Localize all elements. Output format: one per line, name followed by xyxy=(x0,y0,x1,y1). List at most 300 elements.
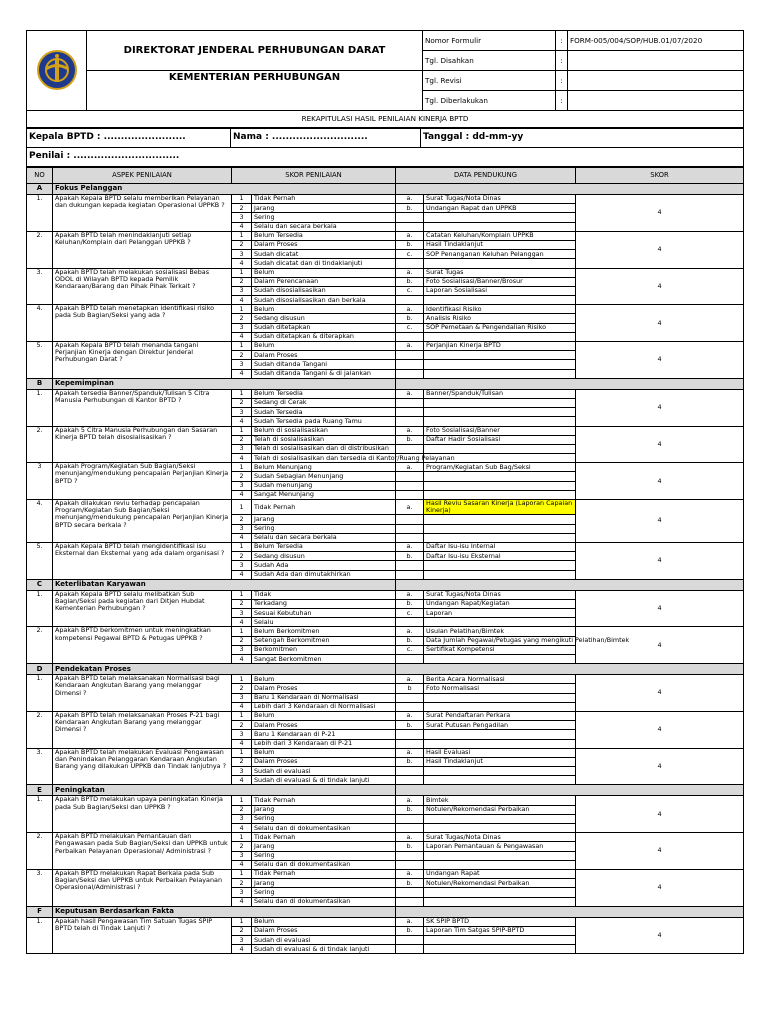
section-filler xyxy=(396,378,744,389)
item-number: 1. xyxy=(27,389,53,426)
section-filler xyxy=(396,785,744,796)
support-document: Undangan Rapat dan UPPKB xyxy=(424,204,576,213)
support-document xyxy=(424,936,576,945)
section-title: Fokus Pelanggan xyxy=(53,184,396,195)
support-letter: b. xyxy=(396,842,424,851)
score-option-label[interactable]: Sudah ditanda Tangani & di jalankan xyxy=(252,369,396,378)
score-option-number: 2 xyxy=(232,240,252,249)
score-option-number: 1 xyxy=(232,426,252,435)
meta-sep: : xyxy=(556,31,568,51)
support-document xyxy=(424,351,576,360)
section-row xyxy=(27,785,744,796)
score-option-label[interactable]: Sudah di evaluasi xyxy=(252,767,396,776)
support-document: Undangan Rapat/Kegiatan xyxy=(424,599,576,608)
support-letter xyxy=(396,417,424,426)
score-option-label[interactable]: Sudah Tersedia pada Ruang Tamu xyxy=(252,417,396,426)
item-question: Apakah Kepala BPTD selalu memberikan Pelayanan dan dukungan kepada kegiatan Operasional UPPKB ? xyxy=(53,195,232,232)
table-row xyxy=(27,231,744,240)
score-option-label[interactable]: Berkomitmen xyxy=(252,645,396,654)
score-option-label[interactable]: Dalam Proses xyxy=(252,757,396,766)
support-letter: a. xyxy=(396,426,424,435)
support-document xyxy=(424,945,576,954)
score-option-number: 3 xyxy=(232,609,252,618)
item-number: 1. xyxy=(27,675,53,712)
score-option-label[interactable]: Dalam Proses xyxy=(252,684,396,693)
section-title: Pendekatan Proses xyxy=(53,664,396,675)
score-option-label[interactable]: Dalam Proses xyxy=(252,351,396,360)
support-document: SOP Pemetaan & Pengendalian Risiko xyxy=(424,323,576,332)
table-row xyxy=(27,268,744,277)
item-score[interactable]: 4 xyxy=(576,675,744,712)
support-document: Notulen/Rekomendasi Perbaikan xyxy=(424,879,576,888)
score-option-label[interactable]: Sudah Sebagian Menunjang xyxy=(252,472,396,481)
score-option-label[interactable]: Sudah di evaluasi & di tindak lanjuti xyxy=(252,776,396,785)
score-option-number: 2 xyxy=(232,636,252,645)
item-score[interactable]: 4 xyxy=(576,342,744,379)
item-score[interactable]: 4 xyxy=(576,268,744,305)
item-number: 1. xyxy=(27,590,53,627)
support-letter xyxy=(396,360,424,369)
score-option-label[interactable]: Jarang xyxy=(252,805,396,814)
support-letter xyxy=(396,259,424,268)
support-letter xyxy=(396,515,424,524)
support-letter xyxy=(396,369,424,378)
support-document: Foto Sosialisasi/Banner xyxy=(424,426,576,435)
score-option-label[interactable]: Sudah Ada dan dimutakhirkan xyxy=(252,570,396,579)
score-option-label[interactable]: Sering xyxy=(252,814,396,823)
score-option-number: 2 xyxy=(232,515,252,524)
score-option-label[interactable]: Belum Tersedia xyxy=(252,542,396,551)
institution-name: DIREKTORAT JENDERAL PERHUBUNGAN DARAT xyxy=(87,31,423,71)
item-number: 3 xyxy=(27,463,53,500)
score-option-label[interactable]: Tidak Pernah xyxy=(252,195,396,204)
section-code: F xyxy=(27,906,53,917)
score-option-number: 4 xyxy=(232,533,252,542)
col-aspek: ASPEK PENILAIAN xyxy=(53,168,232,184)
logo xyxy=(27,31,87,111)
score-option-number: 4 xyxy=(232,702,252,711)
item-question: Apakah BPTD telah menindaklanjuti setiap Keluhan/Komplain dari Pelanggan UPPKB ? xyxy=(53,231,232,268)
penilai-field[interactable]: Penilai : ............................... xyxy=(27,148,744,167)
col-skor: SKOR xyxy=(576,168,744,184)
support-document: Daftar Hadir Sosialisasi xyxy=(424,435,576,444)
score-option-label[interactable]: Sudah menunjang xyxy=(252,481,396,490)
section-title: Peningkatan xyxy=(53,785,396,796)
score-option-label[interactable]: Tidak Pernah xyxy=(252,869,396,878)
meta-label: Nomor Formulir xyxy=(423,31,556,51)
support-document: Surat Tugas/Nota Dinas xyxy=(424,833,576,842)
assessment-table xyxy=(26,167,744,954)
score-option-label[interactable]: Belum xyxy=(252,711,396,720)
support-document: Hasil Evaluasi xyxy=(424,748,576,757)
support-document xyxy=(424,776,576,785)
support-document: Surat Pendaftaran Perkara xyxy=(424,711,576,720)
score-option-label[interactable]: Sudah disosialisasikan xyxy=(252,286,396,295)
support-letter xyxy=(396,824,424,833)
score-option-label[interactable]: Sedang di Cerak xyxy=(252,398,396,407)
support-letter xyxy=(396,945,424,954)
item-score[interactable]: 4 xyxy=(576,833,744,870)
score-option-number: 4 xyxy=(232,655,252,664)
support-document xyxy=(424,814,576,823)
item-score[interactable]: 4 xyxy=(576,463,744,500)
support-letter xyxy=(396,851,424,860)
score-option-number: 1 xyxy=(232,195,252,204)
score-option-label[interactable]: Belum di sosialisasikan xyxy=(252,426,396,435)
support-document xyxy=(424,897,576,906)
item-number: 3. xyxy=(27,869,53,906)
support-document: Sertifikat Kompetensi xyxy=(424,645,576,654)
support-letter xyxy=(396,481,424,490)
table-row xyxy=(27,426,744,435)
score-option-label[interactable]: Sesuai Kebutuhan xyxy=(252,609,396,618)
meta-label: Tgl. Revisi xyxy=(423,71,556,91)
score-option-number: 4 xyxy=(232,369,252,378)
item-question: Apakah hasil Pengawasan Tim Satuan Tugas SPIP BPTD telah di Tindak Lanjuti ? xyxy=(53,917,232,954)
score-option-label[interactable]: Tidak Pernah xyxy=(252,833,396,842)
score-option-number: 1 xyxy=(232,500,252,515)
support-document xyxy=(424,296,576,305)
score-option-number: 2 xyxy=(232,204,252,213)
score-option-number: 1 xyxy=(232,342,252,351)
item-number: 2. xyxy=(27,711,53,748)
score-option-label[interactable]: Sudah ditetapkan & diterapkan xyxy=(252,332,396,341)
score-option-label[interactable]: Setengah Berkomitmen xyxy=(252,636,396,645)
section-filler xyxy=(396,579,744,590)
meta-label: Tgl. Diberlakukan xyxy=(423,91,556,111)
tanggal-field[interactable]: Tanggal : dd-mm-yy xyxy=(421,129,744,148)
section-code: C xyxy=(27,579,53,590)
support-document xyxy=(424,739,576,748)
score-option-label[interactable]: Sudah disosialisasikan dan berkala xyxy=(252,296,396,305)
support-letter xyxy=(396,222,424,231)
support-document xyxy=(424,860,576,869)
score-option-label[interactable]: Dalam Proses xyxy=(252,240,396,249)
score-option-number: 1 xyxy=(232,627,252,636)
score-option-number: 3 xyxy=(232,286,252,295)
score-option-label[interactable]: Tidak Pernah xyxy=(252,796,396,805)
score-option-label[interactable]: Sudah ditanda Tangani xyxy=(252,360,396,369)
support-document: Surat Putusan Pengadilan xyxy=(424,721,576,730)
support-document: Identifikasi Risiko xyxy=(424,305,576,314)
support-document: Hasil Reviu Sasaran Kinerja (Laporan Capaian Kinerja) xyxy=(424,500,576,515)
score-option-label[interactable]: Sering xyxy=(252,524,396,533)
score-option-label[interactable]: Sudah ditetapkan xyxy=(252,323,396,332)
support-letter: b. xyxy=(396,805,424,814)
support-document: Usulan Pelatihan/Bimtek xyxy=(424,627,576,636)
score-option-label[interactable]: Belum Berkomitmen xyxy=(252,627,396,636)
score-option-label[interactable]: Belum xyxy=(252,675,396,684)
score-option-label[interactable]: Belum Tersedia xyxy=(252,231,396,240)
support-document xyxy=(424,417,576,426)
score-option-label[interactable]: Sangat Berkomitmen xyxy=(252,655,396,664)
support-letter: b. xyxy=(396,636,424,645)
score-option-number: 3 xyxy=(232,936,252,945)
support-letter: a. xyxy=(396,389,424,398)
score-option-number: 4 xyxy=(232,945,252,954)
item-score[interactable]: 4 xyxy=(576,917,744,954)
support-document: Analisis Risiko xyxy=(424,314,576,323)
item-score[interactable]: 4 xyxy=(576,305,744,342)
support-letter: b. xyxy=(396,879,424,888)
item-score[interactable]: 4 xyxy=(576,426,744,463)
support-document xyxy=(424,702,576,711)
support-letter xyxy=(396,814,424,823)
item-number: 2. xyxy=(27,833,53,870)
support-letter xyxy=(396,524,424,533)
score-option-number: 2 xyxy=(232,351,252,360)
support-document xyxy=(424,515,576,524)
kemenhub-logo-icon xyxy=(37,48,77,92)
score-option-number: 2 xyxy=(232,684,252,693)
score-option-label[interactable]: Sudah di evaluasi xyxy=(252,936,396,945)
item-question: Apakah Kepala BPTD telah mengidentifikasi isu Eksternal dan Eksternal yang ada dalam organisasi ? xyxy=(53,542,232,579)
score-option-label[interactable]: Lebih dari 3 Kendaraan di P-21 xyxy=(252,739,396,748)
section-row xyxy=(27,184,744,195)
item-score[interactable]: 4 xyxy=(576,542,744,579)
item-question: Apakah BPTD telah melaksanakan Normalisasi bagi Kendaraan Angkutan Barang yang melanggar Dimensi ? xyxy=(53,675,232,712)
support-document: SOP Penanganan Keluhan Pelanggan xyxy=(424,250,576,259)
score-option-label[interactable]: Belum xyxy=(252,305,396,314)
score-option-number: 1 xyxy=(232,305,252,314)
item-question: Apakah Program/Kegiatan Sub Bagian/Seksi menunjang/mendukung pencapaian Perjanjian Kinerja BPTD ? xyxy=(53,463,232,500)
score-option-label[interactable]: Sudah di evaluasi & di tindak lanjuti xyxy=(252,945,396,954)
score-option-label[interactable]: Telah di sosialisasikan xyxy=(252,435,396,444)
score-option-label[interactable]: Belum xyxy=(252,342,396,351)
support-letter: a. xyxy=(396,917,424,926)
section-code: A xyxy=(27,184,53,195)
support-letter: c. xyxy=(396,323,424,332)
score-option-label[interactable]: Dalam Proses xyxy=(252,721,396,730)
support-letter: a. xyxy=(396,833,424,842)
score-option-label[interactable]: Telah di sosialisasikan dan tersedia di Kantor/Ruang Pelayanan xyxy=(252,454,396,463)
item-question: Apakah BPTD berkomitmen untuk meningkatkan kompetensi Pegawai BPTD & Petugas UPPKB ? xyxy=(53,627,232,664)
nama-field[interactable]: Nama : ............................ xyxy=(231,129,421,148)
item-score[interactable]: 4 xyxy=(576,590,744,627)
item-number: 4. xyxy=(27,305,53,342)
support-document: Surat Tugas xyxy=(424,268,576,277)
item-question: Apakah BPTD telah melaksanakan Proses P-21 bagi Kendaraan Angkutan Barang yang melanggar Dimensi ? xyxy=(53,711,232,748)
support-document xyxy=(424,533,576,542)
score-option-number: 3 xyxy=(232,851,252,860)
score-option-label[interactable]: Baru 1 Kendaraan di P-21 xyxy=(252,730,396,739)
item-score[interactable]: 4 xyxy=(576,796,744,833)
score-option-label[interactable]: Sangat Menunjang xyxy=(252,490,396,499)
support-letter xyxy=(396,213,424,222)
section-row xyxy=(27,664,744,675)
score-option-number: 2 xyxy=(232,398,252,407)
score-option-number: 2 xyxy=(232,314,252,323)
score-option-number: 1 xyxy=(232,675,252,684)
support-letter: a. xyxy=(396,231,424,240)
support-letter: a. xyxy=(396,869,424,878)
score-option-label[interactable]: Belum xyxy=(252,917,396,926)
table-row xyxy=(27,796,744,805)
table-row xyxy=(27,590,744,599)
score-option-label[interactable]: Lebih dari 3 Kendaraan di Normalisasi xyxy=(252,702,396,711)
score-option-label[interactable]: Belum xyxy=(252,268,396,277)
score-option-number: 1 xyxy=(232,917,252,926)
item-number: 4. xyxy=(27,500,53,543)
support-letter: a. xyxy=(396,796,424,805)
score-option-label[interactable]: Belum Menunjang xyxy=(252,463,396,472)
item-score[interactable]: 4 xyxy=(576,500,744,543)
item-number: 1. xyxy=(27,195,53,232)
score-option-number: 1 xyxy=(232,268,252,277)
support-letter xyxy=(396,570,424,579)
support-letter xyxy=(396,693,424,702)
score-option-number: 1 xyxy=(232,590,252,599)
score-option-label[interactable]: Sedang disusun xyxy=(252,314,396,323)
item-question: Apakah BPTD melakukan upaya peningkatan Kinerja pada Sub Bagian/Seksi dan UPPKB ? xyxy=(53,796,232,833)
support-document xyxy=(424,561,576,570)
score-option-label[interactable]: Sedang disusun xyxy=(252,552,396,561)
item-score[interactable]: 4 xyxy=(576,627,744,664)
score-option-label[interactable]: Jarang xyxy=(252,515,396,524)
score-option-number: 4 xyxy=(232,618,252,627)
score-option-number: 1 xyxy=(232,231,252,240)
score-option-label[interactable]: Selalu xyxy=(252,618,396,627)
support-document: Data Jumlah Pegawai/Petugas yang mengikuti Pelatihan/Bimtek xyxy=(424,636,576,645)
score-option-label[interactable]: Sudah dicatat xyxy=(252,250,396,259)
item-question: Apakah Kepala BPTD telah menanda tangani Perjanjian Kinerja dengan Direktur Jenderal Perhubungan Darat ? xyxy=(53,342,232,379)
document-title: REKAPITULASI HASIL PENILAIAN KINERJA BPTD xyxy=(27,111,744,128)
item-number: 3. xyxy=(27,268,53,305)
item-question: Apakah BPTD telah melakukan sosialisasi Bebas ODOL di Wilayah BPTD kepada Pemilik Kendaraan/Barang dan Pihak Pihak Terkait ? xyxy=(53,268,232,305)
score-option-number: 2 xyxy=(232,599,252,608)
section-title: Keterlibatan Karyawan xyxy=(53,579,396,590)
support-document xyxy=(424,767,576,776)
support-letter xyxy=(396,860,424,869)
score-option-label[interactable]: Jarang xyxy=(252,879,396,888)
score-option-number: 3 xyxy=(232,323,252,332)
score-option-label[interactable]: Dalam Perencanaan xyxy=(252,277,396,286)
support-letter xyxy=(396,444,424,453)
col-skor-penilaian: SKOR PENILAIAN xyxy=(232,168,396,184)
score-option-label[interactable]: Jarang xyxy=(252,204,396,213)
col-data-pendukung: DATA PENDUKUNG xyxy=(396,168,576,184)
support-letter: b xyxy=(396,684,424,693)
support-document xyxy=(424,408,576,417)
score-option-number: 1 xyxy=(232,711,252,720)
score-option-label[interactable]: Tidak xyxy=(252,590,396,599)
support-letter: b. xyxy=(396,204,424,213)
support-letter: a. xyxy=(396,590,424,599)
score-option-number: 3 xyxy=(232,213,252,222)
score-option-number: 4 xyxy=(232,296,252,305)
score-option-label[interactable]: Sering xyxy=(252,213,396,222)
score-option-label[interactable]: Dalam Proses xyxy=(252,926,396,935)
support-document: SK SPIP BPTD xyxy=(424,917,576,926)
support-letter: b. xyxy=(396,314,424,323)
score-option-label[interactable]: Sering xyxy=(252,888,396,897)
support-letter: a. xyxy=(396,268,424,277)
kepala-field[interactable]: Kepala BPTD : ........................ xyxy=(27,129,231,148)
support-document xyxy=(424,222,576,231)
score-option-label[interactable]: Sudah Tersedia xyxy=(252,408,396,417)
support-letter: c. xyxy=(396,286,424,295)
item-question: Apakah Kepala BPTD selalu melibatkan Sub Bagian/Seksi pada kegiatan dari Ditjen Hubdat Kementerian Perhubungan ? xyxy=(53,590,232,627)
item-score[interactable]: 4 xyxy=(576,869,744,906)
support-document: Hasil Tindaklanjut xyxy=(424,240,576,249)
item-number: 3. xyxy=(27,748,53,785)
support-letter xyxy=(396,332,424,341)
support-document: Surat Tugas/Nota Dinas xyxy=(424,195,576,204)
support-document: Perjanjian Kinerja BPTD xyxy=(424,342,576,351)
score-option-label[interactable]: Baru 1 Kendaraan di Normalisasi xyxy=(252,693,396,702)
score-option-label[interactable]: Selalu dan di dokumentasikan xyxy=(252,824,396,833)
item-number: 2. xyxy=(27,231,53,268)
score-option-number: 2 xyxy=(232,805,252,814)
support-document xyxy=(424,851,576,860)
item-number: 1. xyxy=(27,796,53,833)
score-option-label[interactable]: Selalu dan secara berkala xyxy=(252,533,396,542)
score-option-label[interactable]: Sudah Ada xyxy=(252,561,396,570)
item-question: Apakah BPTD telah menetapkan identifikasi risiko pada Sub Bagian/Seksi yang ada ? xyxy=(53,305,232,342)
score-option-number: 4 xyxy=(232,739,252,748)
score-option-number: 4 xyxy=(232,417,252,426)
score-option-number: 3 xyxy=(232,645,252,654)
item-question: Apakah 5 Citra Manusia Perhubungan dan Sasaran Kinerja BPTD telah disosialisasikan ? xyxy=(53,426,232,463)
support-document: Laporan xyxy=(424,609,576,618)
table-row xyxy=(27,342,744,351)
support-letter xyxy=(396,296,424,305)
support-document: Hasil Tindaklanjut xyxy=(424,757,576,766)
score-option-label[interactable]: Sering xyxy=(252,851,396,860)
score-option-label[interactable]: Belum Tersedia xyxy=(252,389,396,398)
support-letter: b. xyxy=(396,435,424,444)
support-letter xyxy=(396,561,424,570)
section-title: Kepemimpinan xyxy=(53,378,396,389)
score-option-label[interactable]: Telah di sosialisasikan dan di distribusikan xyxy=(252,444,396,453)
section-row xyxy=(27,378,744,389)
section-row xyxy=(27,906,744,917)
section-row xyxy=(27,579,744,590)
support-letter xyxy=(396,351,424,360)
table-row xyxy=(27,463,744,472)
score-option-label[interactable]: Tidak Pernah xyxy=(252,500,396,515)
meta-sep: : xyxy=(556,71,568,91)
support-document: Laporan Pemantauan & Pengawasan xyxy=(424,842,576,851)
item-score[interactable]: 4 xyxy=(576,389,744,426)
support-letter: b. xyxy=(396,599,424,608)
support-document xyxy=(424,618,576,627)
support-document: Foto Sosialisasi/Banner/Brosur xyxy=(424,277,576,286)
score-option-number: 1 xyxy=(232,869,252,878)
support-letter: a. xyxy=(396,711,424,720)
score-option-label[interactable]: Jarang xyxy=(252,842,396,851)
score-option-number: 4 xyxy=(232,490,252,499)
score-option-number: 3 xyxy=(232,814,252,823)
score-option-label[interactable]: Belum xyxy=(252,748,396,757)
support-document: Berita Acara Normalisasi xyxy=(424,675,576,684)
support-letter: a. xyxy=(396,542,424,551)
score-option-label[interactable]: Selalu dan di dokumentasikan xyxy=(252,860,396,869)
score-option-label[interactable]: Selalu dan secara berkala xyxy=(252,222,396,231)
item-score[interactable]: 4 xyxy=(576,231,744,268)
item-score[interactable]: 4 xyxy=(576,711,744,748)
item-score[interactable]: 4 xyxy=(576,748,744,785)
score-option-label[interactable]: Selalu dan di dokumentasikan xyxy=(252,897,396,906)
support-document xyxy=(424,369,576,378)
support-letter: a. xyxy=(396,675,424,684)
score-option-label[interactable]: Terkadang xyxy=(252,599,396,608)
item-score[interactable]: 4 xyxy=(576,195,744,232)
score-option-label[interactable]: Sudah dicatat dan di tindaklanjuti xyxy=(252,259,396,268)
score-option-number: 3 xyxy=(232,360,252,369)
score-option-number: 4 xyxy=(232,332,252,341)
support-document: Undangan Rapat xyxy=(424,869,576,878)
